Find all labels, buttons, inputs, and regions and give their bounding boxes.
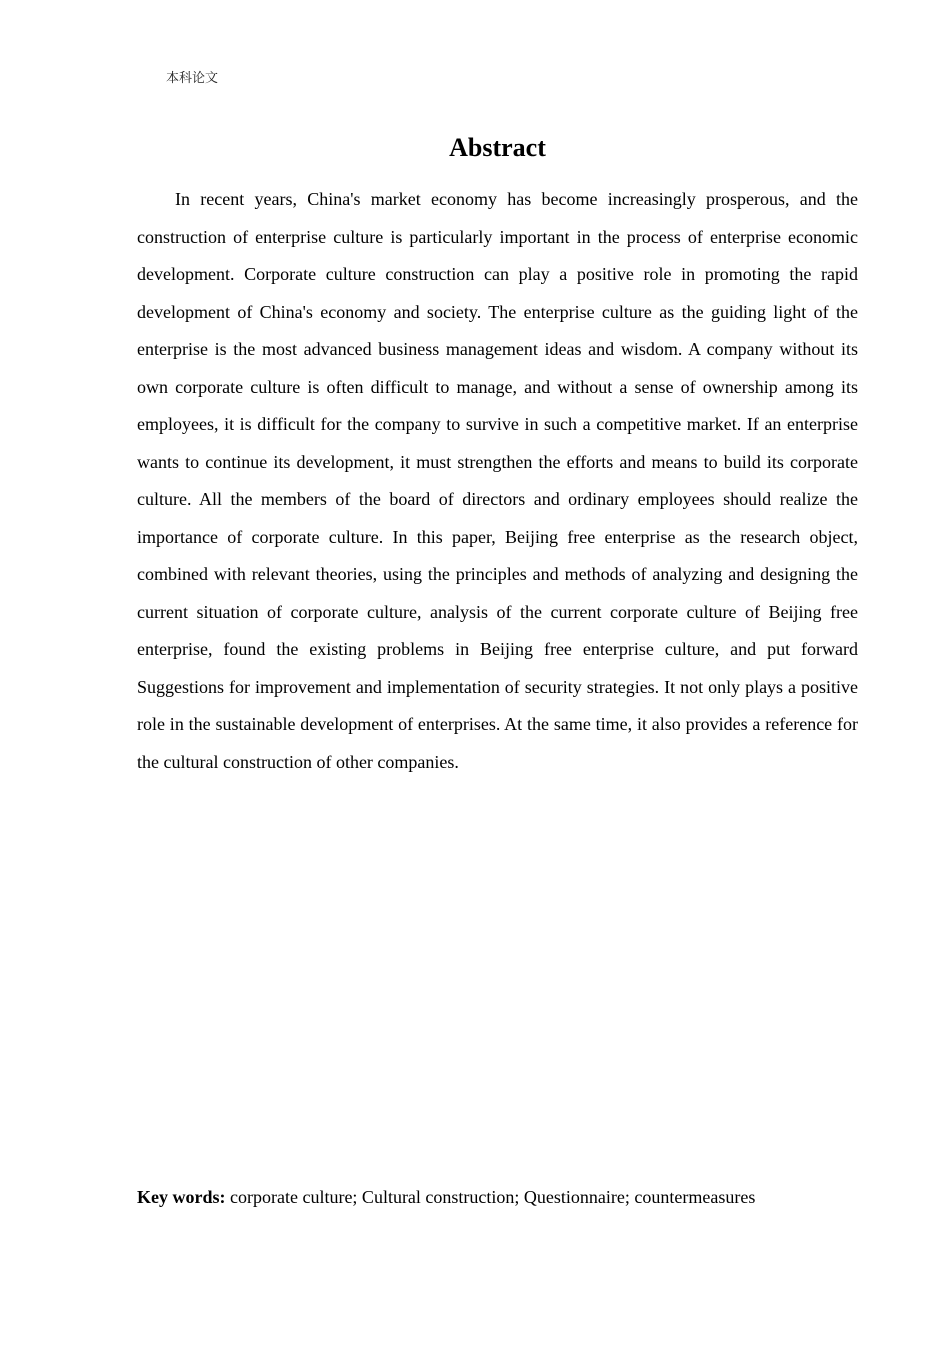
running-header: 本科论文	[166, 71, 219, 86]
abstract-body: In recent years, China's market economy has become increasingly prosperous, and the construction of enterprise culture is particularly important in the process of enterprise economic development. Corporate culture construction can play a positive role in promoting the rapid development of China's economy and society. The enterprise culture as the guiding light of the enterprise is the most advanced business management ideas and wisdom. A company without its own corporate culture is often difficult to manage, and without a sense of ownership among its employees, it is difficult for the company to survive in such a competitive market. If an enterprise wants to continue its development, it must strengthen the efforts and means to build its corporate culture. All the members of the board of directors and ordinary employees should realize the importance of corporate culture. In this paper, Beijing free enterprise as the research object, combined with relevant theories, using the principles and methods of analyzing and designing the current situation of corporate culture, analysis of the current corporate culture of Beijing free enterprise, found the existing problems in Beijing free enterprise culture, and put forward Suggestions for improvement and implementation of security strategies. It not only plays a positive role in the sustainable development of enterprises. At the same time, it also provides a reference for the cultural construction of other companies.	[137, 189, 858, 772]
abstract-title: Abstract	[449, 133, 546, 162]
keywords-text: corporate culture; Cultural construction; Questionnaire; countermeasures	[225, 1187, 756, 1207]
keywords-line	[137, 1183, 897, 1211]
keywords-label: Key words:	[137, 1187, 226, 1207]
